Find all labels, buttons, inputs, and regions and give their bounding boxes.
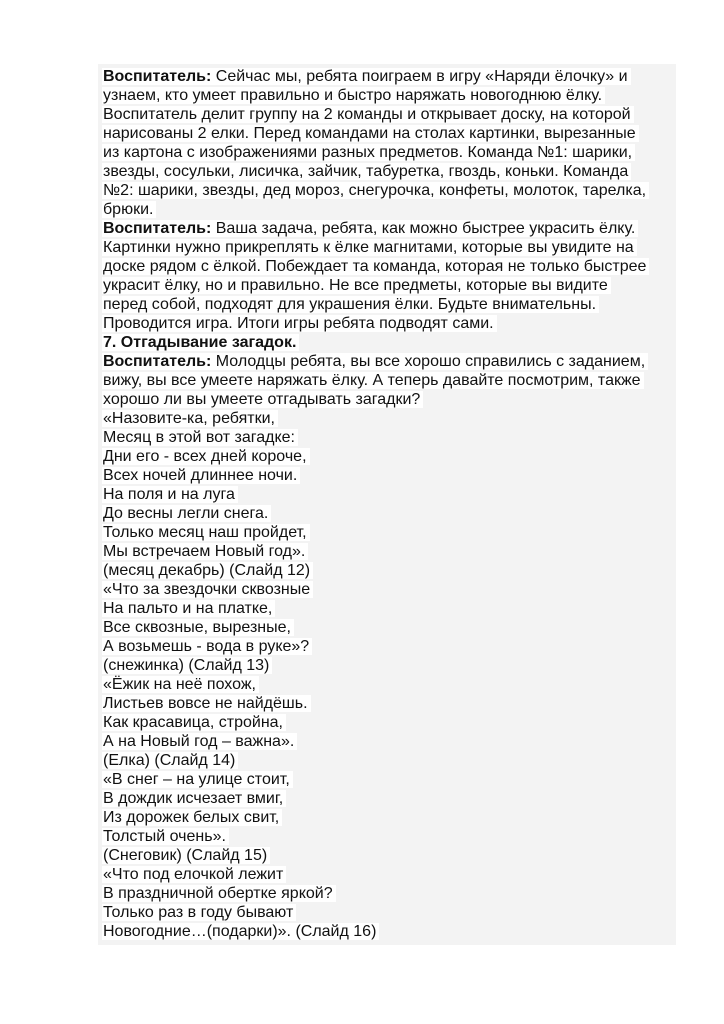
text-line xyxy=(98,504,676,523)
text-line-content-with-bold: Воспитатель: Молодцы ребята, вы все хорошо справились с заданием, xyxy=(102,353,648,370)
text-line xyxy=(98,542,676,561)
text-line-content: «Назовите-ка, ребятки, xyxy=(102,410,278,427)
text-line xyxy=(98,770,676,789)
text-line-content: №2: шарики, звезды, дед мороз, снегурочка, конфеты, молоток, тарелка, xyxy=(102,182,649,199)
bold-run: 7. Отгадывание загадок. xyxy=(103,334,297,351)
text-line xyxy=(98,181,676,200)
text-line-content: А на Новый год – важна». xyxy=(102,733,297,750)
text-line xyxy=(98,656,676,675)
text-line xyxy=(98,105,676,124)
text-line xyxy=(98,67,676,86)
text-line-content: (снежинка) (Слайд 13) xyxy=(102,657,272,674)
text-line-content: А возьмешь - вода в руке»? xyxy=(102,638,312,655)
text-line-content: Только раз в году бывают xyxy=(102,904,296,921)
text-line-content: нарисованы 2 елки. Перед командами на столах картинки, вырезанные xyxy=(102,125,639,142)
text-line xyxy=(98,314,676,333)
text-line xyxy=(98,846,676,865)
text-line xyxy=(98,428,676,447)
text-line-content: брюки. xyxy=(102,201,156,218)
text-line xyxy=(98,675,676,694)
text-line-content: «Что за звездочки сквозные xyxy=(102,581,313,598)
text-line-content: «В снег – на улице стоит, xyxy=(102,771,293,788)
text-line xyxy=(98,637,676,656)
text-line xyxy=(98,751,676,770)
text-line-content: Толстый очень». xyxy=(102,828,229,845)
text-line-content: доске рядом с ёлкой. Побеждает та команда, которая не только быстрее xyxy=(102,258,649,275)
text-line xyxy=(98,903,676,922)
text-line xyxy=(98,523,676,542)
bold-run: Воспитатель: xyxy=(103,68,212,85)
text-line-content-with-bold: Воспитатель: Сейчас мы, ребята поиграем в игру «Наряди ёлочку» и xyxy=(102,68,631,85)
text-line xyxy=(98,884,676,903)
text-line-content: «Ёжик на неё похож, xyxy=(102,676,259,693)
text-line-content: Из дорожек белых свит, xyxy=(102,809,282,826)
text-line-content: украсит ёлку, но и правильно. Не все предметы, которые вы видите xyxy=(102,277,611,294)
text-line-content-with-bold: Воспитатель: Ваша задача, ребята, как можно быстрее украсить ёлку. xyxy=(102,220,638,237)
text-line-content: узнаем, кто умеет правильно и быстро наряжать новогоднюю ёлку. xyxy=(102,87,605,104)
text-line-content: Мы встречаем Новый год». xyxy=(102,543,308,560)
text-line-content: «Что под елочкой лежит xyxy=(102,866,286,883)
text-line xyxy=(98,732,676,751)
text-line-content: На поля и на луга xyxy=(102,486,238,503)
bold-run: Воспитатель: xyxy=(103,220,212,237)
text-line-content: звезды, сосульки, лисичка, зайчик, табуретка, гвоздь, коньки. Команда xyxy=(102,163,631,180)
text-line xyxy=(98,238,676,257)
text-line xyxy=(98,618,676,637)
text-line-content: В дождик исчезает вмиг, xyxy=(102,790,286,807)
text-line-content: перед собой, подходят для украшения ёлки. Будьте внимательны. xyxy=(102,296,599,313)
text-line xyxy=(98,580,676,599)
text-line xyxy=(98,808,676,827)
text-line-content: Только месяц наш пройдет, xyxy=(102,524,310,541)
text-line xyxy=(98,599,676,618)
text-line xyxy=(98,713,676,732)
text-line xyxy=(98,409,676,428)
text-line xyxy=(98,694,676,713)
text-line xyxy=(98,162,676,181)
text-line xyxy=(98,276,676,295)
text-line xyxy=(98,485,676,504)
text-line-content: хорошо ли вы умеете отгадывать загадки? xyxy=(102,391,423,408)
text-line xyxy=(98,257,676,276)
text-line-content: Все сквозные, вырезные, xyxy=(102,619,294,636)
document-text-block xyxy=(98,64,676,945)
text-line xyxy=(98,865,676,884)
text-line xyxy=(98,447,676,466)
text-line xyxy=(98,143,676,162)
text-line xyxy=(98,219,676,238)
text-line-content: До весны легли снега. xyxy=(102,505,271,522)
text-line-content: из картона с изображениями разных предметов. Команда №1: шарики, xyxy=(102,144,635,161)
text-line-content-with-bold xyxy=(102,334,299,351)
text-line-content: вижу, вы все умеете наряжать ёлку. А теперь давайте посмотрим, также xyxy=(102,372,644,389)
text-line xyxy=(98,352,676,371)
text-line xyxy=(98,466,676,485)
text-line-content: (Снеговик) (Слайд 15) xyxy=(102,847,270,864)
text-line-content: Картинки нужно прикреплять к ёлке магнитами, которые вы увидите на xyxy=(102,239,637,256)
text-line xyxy=(98,561,676,580)
text-line-content: Месяц в этой вот загадке: xyxy=(102,429,298,446)
text-line-content: В праздничной обертке яркой? xyxy=(102,885,336,902)
text-line-content: Как красавица, стройна, xyxy=(102,714,286,731)
bold-run: Воспитатель: xyxy=(103,353,212,370)
text-line-content: Всех ночей длиннее ночи. xyxy=(102,467,300,484)
text-line-content: Листьев вовсе не найдёшь. xyxy=(102,695,311,712)
text-line-content: Дни его - всех дней короче, xyxy=(102,448,310,465)
text-line-content: Новогодние…(подарки)». (Слайд 16) xyxy=(102,923,379,940)
text-line xyxy=(98,86,676,105)
text-line xyxy=(98,827,676,846)
text-line xyxy=(98,789,676,808)
text-line-content: Проводится игра. Итоги игры ребята подводят сами. xyxy=(102,315,497,332)
text-line xyxy=(98,922,676,941)
text-line xyxy=(98,295,676,314)
text-line-content: (Елка) (Слайд 14) xyxy=(102,752,238,769)
text-line-content: На пальто и на платке, xyxy=(102,600,275,617)
text-line xyxy=(98,200,676,219)
text-line xyxy=(98,371,676,390)
text-line-content: Воспитатель делит группу на 2 команды и открывает доску, на которой xyxy=(102,106,634,123)
text-line xyxy=(98,390,676,409)
text-line-content: (месяц декабрь) (Слайд 12) xyxy=(102,562,313,579)
text-line xyxy=(98,124,676,143)
text-line xyxy=(98,333,676,352)
